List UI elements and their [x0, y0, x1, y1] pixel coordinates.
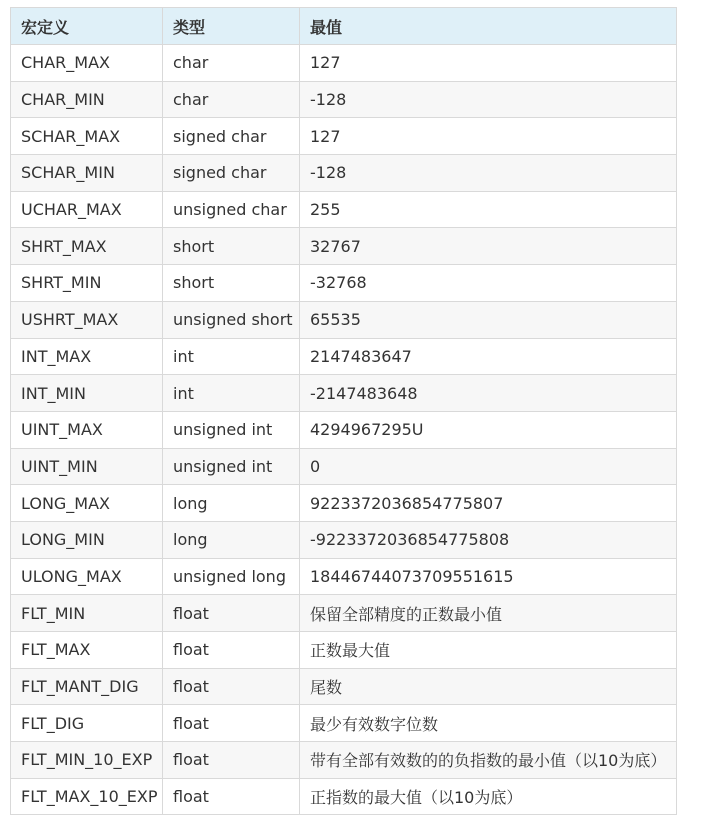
table-row	[11, 265, 677, 302]
cell-value: 正指数的最大值（以10为底）	[300, 778, 677, 815]
table-row	[11, 228, 677, 265]
cell-type: unsigned short	[163, 301, 300, 338]
cell-type: long	[163, 521, 300, 558]
table-header	[11, 8, 677, 45]
cell-macro: FLT_MIN_10_EXP	[11, 742, 163, 779]
cell-type: signed char	[163, 118, 300, 155]
header-value: 最值	[300, 8, 677, 45]
table-row	[11, 118, 677, 155]
cell-type: short	[163, 228, 300, 265]
cell-macro: LONG_MAX	[11, 485, 163, 522]
cell-value: 255	[300, 191, 677, 228]
cell-value: 正数最大值	[300, 632, 677, 669]
cell-value: -2147483648	[300, 375, 677, 412]
cell-value: 127	[300, 118, 677, 155]
cell-macro: FLT_MIN	[11, 595, 163, 632]
cell-type: long	[163, 485, 300, 522]
cell-type: float	[163, 742, 300, 779]
table-row	[11, 668, 677, 705]
cell-macro: UINT_MAX	[11, 411, 163, 448]
cell-value: 最少有效数字位数	[300, 705, 677, 742]
cell-macro: CHAR_MIN	[11, 81, 163, 118]
table-row	[11, 595, 677, 632]
cell-type: unsigned char	[163, 191, 300, 228]
table-row	[11, 705, 677, 742]
cell-macro: FLT_MAX_10_EXP	[11, 778, 163, 815]
cell-type: float	[163, 595, 300, 632]
cell-macro: SHRT_MIN	[11, 265, 163, 302]
cell-value: -32768	[300, 265, 677, 302]
cell-macro: FLT_MANT_DIG	[11, 668, 163, 705]
cell-macro: INT_MIN	[11, 375, 163, 412]
cell-type: float	[163, 705, 300, 742]
cell-macro: SHRT_MAX	[11, 228, 163, 265]
cell-value: 保留全部精度的正数最小值	[300, 595, 677, 632]
cell-type: int	[163, 338, 300, 375]
cell-value: -9223372036854775808	[300, 521, 677, 558]
limits-table	[10, 7, 677, 815]
cell-value: 65535	[300, 301, 677, 338]
table-row	[11, 632, 677, 669]
cell-type: float	[163, 778, 300, 815]
table-row	[11, 448, 677, 485]
cell-type: int	[163, 375, 300, 412]
cell-value: 9223372036854775807	[300, 485, 677, 522]
table-row	[11, 191, 677, 228]
cell-macro: CHAR_MAX	[11, 45, 163, 82]
cell-macro: SCHAR_MIN	[11, 155, 163, 192]
table-row	[11, 301, 677, 338]
table-row	[11, 375, 677, 412]
table-row	[11, 81, 677, 118]
cell-macro: FLT_MAX	[11, 632, 163, 669]
cell-type: unsigned long	[163, 558, 300, 595]
header-row	[11, 8, 677, 45]
cell-type: float	[163, 668, 300, 705]
header-macro: 宏定义	[11, 8, 163, 45]
cell-macro: SCHAR_MAX	[11, 118, 163, 155]
cell-value: 4294967295U	[300, 411, 677, 448]
header-type: 类型	[163, 8, 300, 45]
cell-value: -128	[300, 81, 677, 118]
table-row	[11, 45, 677, 82]
cell-value: 尾数	[300, 668, 677, 705]
cell-value: 127	[300, 45, 677, 82]
cell-value: 32767	[300, 228, 677, 265]
cell-macro: LONG_MIN	[11, 521, 163, 558]
table-row	[11, 558, 677, 595]
cell-type: unsigned int	[163, 448, 300, 485]
cell-value: 带有全部有效数的的负指数的最小值（以10为底）	[300, 742, 677, 779]
limits-table-container	[10, 7, 676, 815]
cell-macro: ULONG_MAX	[11, 558, 163, 595]
table-row	[11, 742, 677, 779]
cell-macro: UCHAR_MAX	[11, 191, 163, 228]
cell-macro: INT_MAX	[11, 338, 163, 375]
cell-macro: FLT_DIG	[11, 705, 163, 742]
table-row	[11, 778, 677, 815]
cell-type: char	[163, 45, 300, 82]
cell-value: 18446744073709551615	[300, 558, 677, 595]
table-row	[11, 521, 677, 558]
cell-type: float	[163, 632, 300, 669]
cell-type: char	[163, 81, 300, 118]
table-row	[11, 411, 677, 448]
cell-value: 2147483647	[300, 338, 677, 375]
table-row	[11, 485, 677, 522]
cell-macro: USHRT_MAX	[11, 301, 163, 338]
table-row	[11, 338, 677, 375]
cell-type: short	[163, 265, 300, 302]
table-row	[11, 155, 677, 192]
cell-type: unsigned int	[163, 411, 300, 448]
cell-value: 0	[300, 448, 677, 485]
table-body	[11, 45, 677, 815]
cell-macro: UINT_MIN	[11, 448, 163, 485]
cell-type: signed char	[163, 155, 300, 192]
cell-value: -128	[300, 155, 677, 192]
